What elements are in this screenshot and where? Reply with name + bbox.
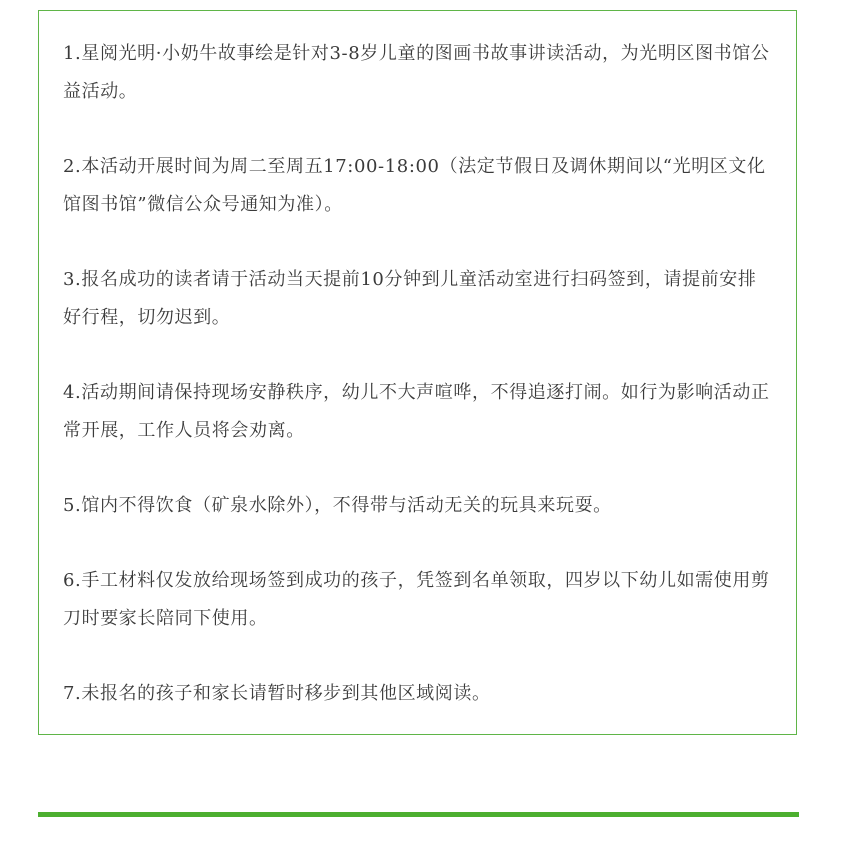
rule-item-1: 1.星阅光明·小奶牛故事绘是针对3-8岁儿童的图画书故事讲读活动，为光明区图书馆公益活动。 [63, 43, 770, 102]
rule-item-7: 7.未报名的孩子和家长请暂时移步到其他区域阅读。 [63, 683, 491, 704]
rule-item-2: 2.本活动开展时间为周二至周五17:00-18:00（法定节假日及调休期间以“光明区文化馆图书馆”微信公众号通知为准）。 [63, 156, 766, 215]
footer-divider-bar [38, 812, 799, 817]
rule-item-5: 5.馆内不得饮食（矿泉水除外），不得带与活动无关的玩具来玩耍。 [63, 495, 612, 516]
rule-item-3: 3.报名成功的读者请于活动当天提前10分钟到儿童活动室进行扫码签到，请提前安排好行程，切勿迟到。 [63, 269, 757, 328]
activity-rules-box [38, 10, 797, 735]
rule-item-4: 4.活动期间请保持现场安静秩序，幼儿不大声喧哗，不得追逐打闹。如行为影响活动正常开展，工作人员将会劝离。 [63, 382, 770, 441]
rule-item-6: 6.手工材料仅发放给现场签到成功的孩子，凭签到名单领取，四岁以下幼儿如需使用剪刀时要家长陪同下使用。 [63, 570, 770, 629]
